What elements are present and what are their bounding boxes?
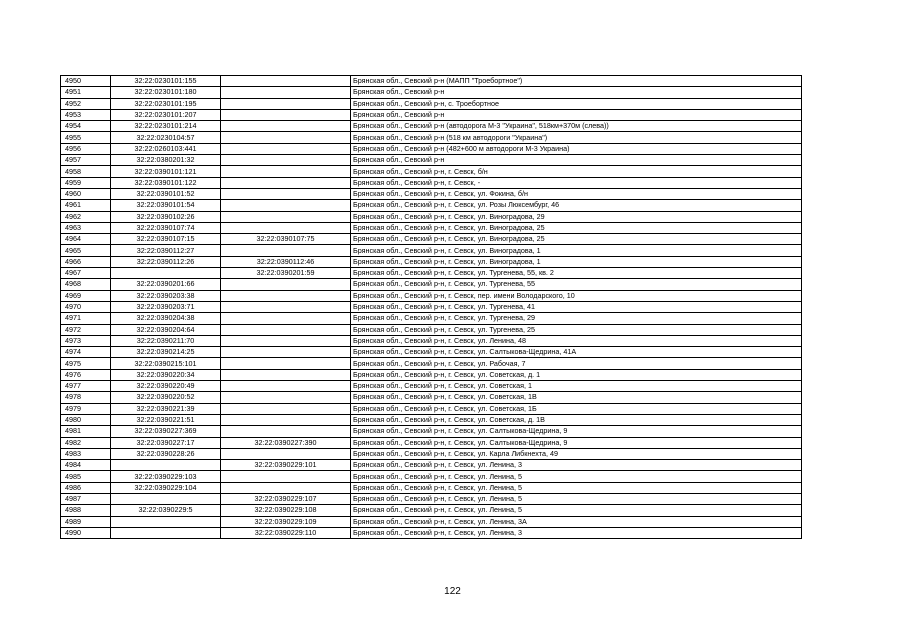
related-cadastral-number-cell	[221, 414, 351, 425]
cadastral-number-cell: 32:22:0390107:74	[111, 222, 221, 233]
cadastral-number-cell: 32:22:0230101:180	[111, 87, 221, 98]
row-number-cell: 4986	[61, 482, 111, 493]
address-cell: Брянская обл., Севский р-н, г. Севск, ул. Тургенева, 41	[351, 301, 802, 312]
row-number-cell: 4959	[61, 177, 111, 188]
address-cell: Брянская обл., Севский р-н, г. Севск, ул. Тургенева, 55, кв. 2	[351, 268, 802, 279]
row-number-cell: 4958	[61, 166, 111, 177]
address-cell: Брянская обл., Севский р-н, с. Троебортное	[351, 98, 802, 109]
related-cadastral-number-cell	[221, 132, 351, 143]
address-cell: Брянская обл., Севский р-н (автодорога М-3 "Украина", 518км+370м (слева))	[351, 121, 802, 132]
row-number-cell: 4965	[61, 245, 111, 256]
row-number-cell: 4954	[61, 121, 111, 132]
table-row	[61, 256, 802, 267]
cadastral-number-cell: 32:22:0230104:57	[111, 132, 221, 143]
related-cadastral-number-cell	[221, 222, 351, 233]
address-cell: Брянская обл., Севский р-н	[351, 155, 802, 166]
address-cell: Брянская обл., Севский р-н, г. Севск, ул. Салтыкова-Щедрина, 9	[351, 437, 802, 448]
cadastral-number-cell: 32:22:0230101:155	[111, 76, 221, 87]
address-cell: Брянская обл., Севский р-н, г. Севск, ул. Ленина, 48	[351, 335, 802, 346]
table-row	[61, 493, 802, 504]
row-number-cell: 4974	[61, 347, 111, 358]
row-number-cell: 4963	[61, 222, 111, 233]
cadastral-number-cell: 32:22:0390204:38	[111, 313, 221, 324]
related-cadastral-number-cell	[221, 87, 351, 98]
table-row	[61, 460, 802, 471]
related-cadastral-number-cell: 32:22:0390229:108	[221, 505, 351, 516]
row-number-cell: 4990	[61, 527, 111, 538]
table-row	[61, 177, 802, 188]
table-row	[61, 109, 802, 120]
row-number-cell: 4984	[61, 460, 111, 471]
cadastral-number-cell: 32:22:0390229:104	[111, 482, 221, 493]
cadastral-number-cell: 32:22:0390227:369	[111, 426, 221, 437]
related-cadastral-number-cell	[221, 324, 351, 335]
table-row	[61, 403, 802, 414]
cadastral-number-cell: 32:22:0390101:122	[111, 177, 221, 188]
row-number-cell: 4982	[61, 437, 111, 448]
cadastral-number-cell	[111, 268, 221, 279]
row-number-cell: 4956	[61, 143, 111, 154]
row-number-cell: 4977	[61, 381, 111, 392]
row-number-cell: 4983	[61, 448, 111, 459]
row-number-cell: 4987	[61, 493, 111, 504]
address-cell: Брянская обл., Севский р-н, г. Севск, ул. Советская, д. 1В	[351, 414, 802, 425]
related-cadastral-number-cell	[221, 313, 351, 324]
table-row	[61, 471, 802, 482]
address-cell: Брянская обл., Севский р-н, г. Севск, ул. Ленина, 5	[351, 482, 802, 493]
address-cell: Брянская обл., Севский р-н, г. Севск, ул. Ленина, 3А	[351, 516, 802, 527]
table-row	[61, 290, 802, 301]
row-number-cell: 4971	[61, 313, 111, 324]
row-number-cell: 4976	[61, 369, 111, 380]
cadastral-number-cell: 32:22:0390201:66	[111, 279, 221, 290]
row-number-cell: 4985	[61, 471, 111, 482]
address-cell: Брянская обл., Севский р-н, г. Севск, ул. Салтыкова-Щедрина, 9	[351, 426, 802, 437]
address-cell: Брянская обл., Севский р-н, г. Севск, ул. Ленина, 3	[351, 460, 802, 471]
address-cell: Брянская обл., Севский р-н, г. Севск, ул. Тургенева, 25	[351, 324, 802, 335]
cadastral-number-cell: 32:22:0390214:25	[111, 347, 221, 358]
row-number-cell: 4951	[61, 87, 111, 98]
table-row	[61, 234, 802, 245]
address-cell: Брянская обл., Севский р-н, г. Севск, ул. Виноградова, 25	[351, 222, 802, 233]
table-row	[61, 527, 802, 538]
related-cadastral-number-cell: 32:22:0390229:101	[221, 460, 351, 471]
address-cell: Брянская обл., Севский р-н (482+600 м автодороги М-3 Украина)	[351, 143, 802, 154]
address-cell: Брянская обл., Севский р-н, г. Севск, ул. Ленина, 5	[351, 505, 802, 516]
table-row	[61, 155, 802, 166]
related-cadastral-number-cell	[221, 200, 351, 211]
related-cadastral-number-cell	[221, 381, 351, 392]
cadastral-number-cell: 32:22:0390229:103	[111, 471, 221, 482]
cadastral-number-cell: 32:22:0260103:441	[111, 143, 221, 154]
table-row	[61, 392, 802, 403]
cadastral-number-cell: 32:22:0390215:101	[111, 358, 221, 369]
table-row	[61, 98, 802, 109]
cadastral-number-cell: 32:22:0230101:195	[111, 98, 221, 109]
table-row	[61, 76, 802, 87]
table-row	[61, 245, 802, 256]
row-number-cell: 4988	[61, 505, 111, 516]
table-row	[61, 426, 802, 437]
row-number-cell: 4957	[61, 155, 111, 166]
table-row	[61, 188, 802, 199]
cadastral-number-cell: 32:22:0390220:52	[111, 392, 221, 403]
related-cadastral-number-cell: 32:22:0390229:107	[221, 493, 351, 504]
cadastral-number-cell: 32:22:0390221:51	[111, 414, 221, 425]
cadastral-number-cell: 32:22:0390220:49	[111, 381, 221, 392]
cadastral-number-cell	[111, 493, 221, 504]
related-cadastral-number-cell	[221, 347, 351, 358]
row-number-cell: 4950	[61, 76, 111, 87]
table-row	[61, 482, 802, 493]
address-cell: Брянская обл., Севский р-н, г. Севск, ул. Ленина, 5	[351, 493, 802, 504]
cadastral-number-cell: 32:22:0390220:34	[111, 369, 221, 380]
address-cell: Брянская обл., Севский р-н, г. Севск, -	[351, 177, 802, 188]
cadastral-number-cell: 32:22:0390227:17	[111, 437, 221, 448]
row-number-cell: 4973	[61, 335, 111, 346]
row-number-cell: 4955	[61, 132, 111, 143]
related-cadastral-number-cell	[221, 482, 351, 493]
table-row	[61, 414, 802, 425]
address-cell: Брянская обл., Севский р-н, г. Севск, ул. Виноградова, 1	[351, 256, 802, 267]
cadastral-number-cell: 32:22:0390101:54	[111, 200, 221, 211]
related-cadastral-number-cell	[221, 301, 351, 312]
table-row	[61, 301, 802, 312]
table-row	[61, 437, 802, 448]
cadastral-number-cell: 32:22:0380201:32	[111, 155, 221, 166]
address-cell: Брянская обл., Севский р-н (518 км автодороги "Украина")	[351, 132, 802, 143]
row-number-cell: 4961	[61, 200, 111, 211]
related-cadastral-number-cell	[221, 448, 351, 459]
address-cell: Брянская обл., Севский р-н, г. Севск, пер. имени Володарского, 10	[351, 290, 802, 301]
table-row	[61, 211, 802, 222]
related-cadastral-number-cell	[221, 109, 351, 120]
related-cadastral-number-cell: 32:22:0390201:59	[221, 268, 351, 279]
address-cell: Брянская обл., Севский р-н, г. Севск, ул. Рабочая, 7	[351, 358, 802, 369]
row-number-cell: 4975	[61, 358, 111, 369]
table-row	[61, 516, 802, 527]
row-number-cell: 4978	[61, 392, 111, 403]
cadastral-number-cell	[111, 460, 221, 471]
table-row	[61, 313, 802, 324]
related-cadastral-number-cell	[221, 279, 351, 290]
table-row	[61, 358, 802, 369]
related-cadastral-number-cell	[221, 369, 351, 380]
cadastral-number-cell: 32:22:0390203:71	[111, 301, 221, 312]
related-cadastral-number-cell	[221, 335, 351, 346]
table-row	[61, 505, 802, 516]
related-cadastral-number-cell	[221, 166, 351, 177]
row-number-cell: 4972	[61, 324, 111, 335]
address-cell: Брянская обл., Севский р-н, г. Севск, ул. Советская, 1	[351, 381, 802, 392]
table-row	[61, 132, 802, 143]
related-cadastral-number-cell	[221, 471, 351, 482]
row-number-cell: 4952	[61, 98, 111, 109]
row-number-cell: 4960	[61, 188, 111, 199]
row-number-cell: 4981	[61, 426, 111, 437]
registry-table-body	[61, 76, 802, 539]
address-cell: Брянская обл., Севский р-н, г. Севск, б/н	[351, 166, 802, 177]
cadastral-number-cell: 32:22:0390112:27	[111, 245, 221, 256]
row-number-cell: 4968	[61, 279, 111, 290]
related-cadastral-number-cell	[221, 177, 351, 188]
related-cadastral-number-cell: 32:22:0390227:390	[221, 437, 351, 448]
table-row	[61, 87, 802, 98]
row-number-cell: 4989	[61, 516, 111, 527]
address-cell: Брянская обл., Севский р-н, г. Севск, ул. Советская, д. 1	[351, 369, 802, 380]
address-cell: Брянская обл., Севский р-н, г. Севск, ул. Салтыкова-Щедрина, 41А	[351, 347, 802, 358]
related-cadastral-number-cell: 32:22:0390229:109	[221, 516, 351, 527]
row-number-cell: 4969	[61, 290, 111, 301]
table-row	[61, 200, 802, 211]
related-cadastral-number-cell: 32:22:0390229:110	[221, 527, 351, 538]
address-cell: Брянская обл., Севский р-н (МАПП "Троебортное")	[351, 76, 802, 87]
row-number-cell: 4966	[61, 256, 111, 267]
cadastral-number-cell	[111, 516, 221, 527]
cadastral-number-cell: 32:22:0390211:70	[111, 335, 221, 346]
table-row	[61, 369, 802, 380]
related-cadastral-number-cell: 32:22:0390107:75	[221, 234, 351, 245]
address-cell: Брянская обл., Севский р-н, г. Севск, ул. Тургенева, 29	[351, 313, 802, 324]
table-row	[61, 324, 802, 335]
cadastral-number-cell: 32:22:0390228:26	[111, 448, 221, 459]
table-row	[61, 166, 802, 177]
address-cell: Брянская обл., Севский р-н, г. Севск, ул. Ленина, 5	[351, 471, 802, 482]
address-cell: Брянская обл., Севский р-н, г. Севск, ул. Фокина, б/н	[351, 188, 802, 199]
address-cell: Брянская обл., Севский р-н, г. Севск, ул. Виноградова, 29	[351, 211, 802, 222]
address-cell: Брянская обл., Севский р-н	[351, 87, 802, 98]
related-cadastral-number-cell	[221, 143, 351, 154]
address-cell: Брянская обл., Севский р-н, г. Севск, ул. Карла Либкнехта, 49	[351, 448, 802, 459]
table-row	[61, 279, 802, 290]
address-cell: Брянская обл., Севский р-н	[351, 109, 802, 120]
cadastral-number-cell: 32:22:0390101:52	[111, 188, 221, 199]
related-cadastral-number-cell: 32:22:0390112:46	[221, 256, 351, 267]
table-row	[61, 448, 802, 459]
cadastral-number-cell: 32:22:0390101:121	[111, 166, 221, 177]
cadastral-number-cell: 32:22:0390221:39	[111, 403, 221, 414]
row-number-cell: 4979	[61, 403, 111, 414]
related-cadastral-number-cell	[221, 403, 351, 414]
address-cell: Брянская обл., Севский р-н, г. Севск, ул. Тургенева, 55	[351, 279, 802, 290]
page-number: 122	[444, 586, 461, 597]
table-row	[61, 347, 802, 358]
cadastral-number-cell: 32:22:0390112:26	[111, 256, 221, 267]
row-number-cell: 4970	[61, 301, 111, 312]
address-cell: Брянская обл., Севский р-н, г. Севск, ул. Виноградова, 25	[351, 234, 802, 245]
address-cell: Брянская обл., Севский р-н, г. Севск, ул. Ленина, 3	[351, 527, 802, 538]
related-cadastral-number-cell	[221, 98, 351, 109]
related-cadastral-number-cell	[221, 245, 351, 256]
related-cadastral-number-cell	[221, 290, 351, 301]
related-cadastral-number-cell	[221, 392, 351, 403]
table-row	[61, 222, 802, 233]
related-cadastral-number-cell	[221, 76, 351, 87]
cadastral-number-cell: 32:22:0230101:207	[111, 109, 221, 120]
address-cell: Брянская обл., Севский р-н, г. Севск, ул. Советская, 1Б	[351, 403, 802, 414]
table-row	[61, 143, 802, 154]
cadastral-number-cell: 32:22:0390107:15	[111, 234, 221, 245]
related-cadastral-number-cell	[221, 121, 351, 132]
related-cadastral-number-cell	[221, 426, 351, 437]
cadastral-number-cell: 32:22:0390203:38	[111, 290, 221, 301]
table-row	[61, 268, 802, 279]
related-cadastral-number-cell	[221, 155, 351, 166]
cadastral-number-cell: 32:22:0390229:5	[111, 505, 221, 516]
related-cadastral-number-cell	[221, 358, 351, 369]
cadastral-number-cell	[111, 527, 221, 538]
table-row	[61, 121, 802, 132]
address-cell: Брянская обл., Севский р-н, г. Севск, ул. Розы Люксембург, 46	[351, 200, 802, 211]
cadastral-number-cell: 32:22:0230101:214	[111, 121, 221, 132]
cadastral-number-cell: 32:22:0390204:64	[111, 324, 221, 335]
table-row	[61, 335, 802, 346]
cadastral-number-cell: 32:22:0390102:26	[111, 211, 221, 222]
row-number-cell: 4962	[61, 211, 111, 222]
registry-table	[60, 75, 802, 539]
row-number-cell: 4964	[61, 234, 111, 245]
related-cadastral-number-cell	[221, 211, 351, 222]
row-number-cell: 4953	[61, 109, 111, 120]
address-cell: Брянская обл., Севский р-н, г. Севск, ул. Виноградова, 1	[351, 245, 802, 256]
address-cell: Брянская обл., Севский р-н, г. Севск, ул. Советская, 1В	[351, 392, 802, 403]
related-cadastral-number-cell	[221, 188, 351, 199]
row-number-cell: 4980	[61, 414, 111, 425]
row-number-cell: 4967	[61, 268, 111, 279]
table-row	[61, 381, 802, 392]
